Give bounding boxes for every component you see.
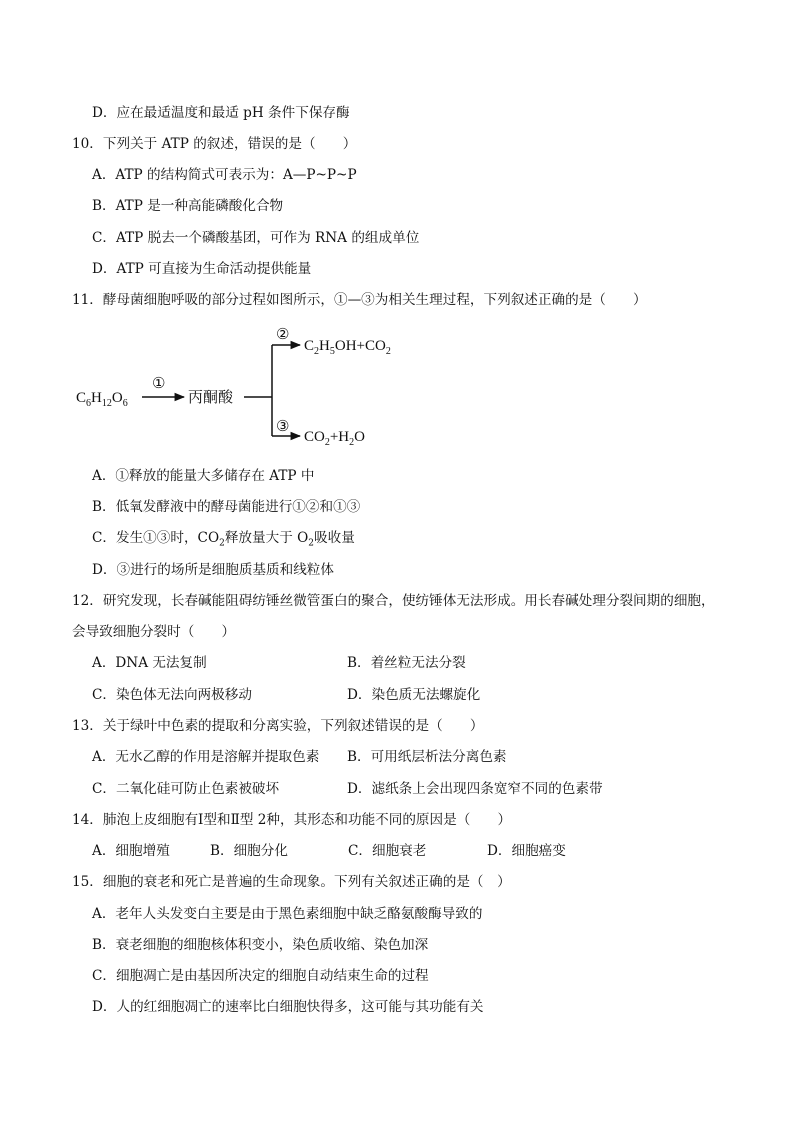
- pyruvate-label: 丙酮酸: [188, 390, 234, 406]
- q12-option-b: B．着丝粒无法分裂: [347, 655, 466, 671]
- q11-option-b: B．低氧发酵液中的酵母菌能进行①②和①③: [92, 499, 361, 515]
- respiration-diagram: [72, 322, 432, 454]
- q12-option-a: A．DNA 无法复制: [92, 655, 207, 671]
- step-2-label: ②: [276, 327, 290, 343]
- product-ethanol-co2: $C_2H_5OH+CO_2$: [304, 338, 391, 357]
- q11-option-d: D．③进行的场所是细胞质基质和线粒体: [92, 562, 334, 578]
- q12-option-c: C．染色体无法向两极移动: [92, 687, 252, 703]
- question-14: 14．肺泡上皮细胞有Ⅰ型和Ⅱ型 2种，其形态和功能不同的原因是（ ）: [72, 812, 512, 828]
- q15-option-d: D．人的红细胞凋亡的速率比白细胞快得多，这可能与其功能有关: [92, 999, 484, 1015]
- question-12-line-1: 12．研究发现，长春碱能阻碍纺锤丝微管蛋白的聚合，使纺锤体无法形成。用长春碱处理分裂间期的细胞，: [72, 593, 715, 609]
- respiration-diagram-svg: [72, 322, 432, 454]
- glucose-formula: $C_6H_{12}O_6$: [76, 390, 128, 409]
- q15-option-c: C．细胞凋亡是由基因所决定的细胞自动结束生命的过程: [92, 968, 429, 984]
- q14-option-d: D．细胞癌变: [487, 843, 566, 859]
- q11-option-a: A．①释放的能量大多储存在 ATP 中: [92, 468, 315, 484]
- question-10: 10．下列关于 ATP 的叙述，错误的是（ ）: [72, 136, 357, 152]
- q10-option-a: A．ATP 的结构简式可表示为：A—P~P~P: [92, 167, 357, 183]
- q10-option-b: B．ATP 是一种高能磷酸化合物: [92, 198, 284, 214]
- q15-option-b: B．衰老细胞的细胞核体积变小，染色质收缩、染色加深: [92, 937, 429, 953]
- q13-option-c: C．二氧化硅可防止色素被破坏: [92, 781, 280, 797]
- q14-option-b: B．细胞分化: [210, 843, 288, 859]
- q14-option-a: A．细胞增殖: [92, 843, 170, 859]
- q13-option-a: A．无水乙醇的作用是溶解并提取色素: [92, 749, 320, 765]
- question-11: 11．酵母菌细胞呼吸的部分过程如图所示，①—③为相关生理过程，下列叙述正确的是（ ）: [72, 292, 647, 308]
- q12-option-d: D．染色质无法螺旋化: [347, 687, 481, 703]
- q14-option-c: C．细胞衰老: [348, 843, 427, 859]
- q11-option-c: C．发生①③时，$CO_2$释放量大于 $O_2$吸收量: [92, 530, 355, 549]
- q10-option-d: D．ATP 可直接为生命活动提供能量: [92, 261, 312, 277]
- q13-option-d: D．滤纸条上会出现四条宽窄不同的色素带: [347, 781, 603, 797]
- step-3-label: ③: [276, 419, 290, 435]
- q9-option-d: D．应在最适温度和最适 pH 条件下保存酶: [92, 105, 350, 121]
- q15-option-a: A．老年人头发变白主要是由于黑色素细胞中缺乏酪氨酸酶导致的: [92, 906, 483, 922]
- question-12-line-2: 会导致细胞分裂时（ ）: [72, 624, 236, 640]
- question-15: 15．细胞的衰老和死亡是普遍的生命现象。下列有关叙述正确的是（ ）: [72, 874, 511, 890]
- q10-option-c: C．ATP 脱去一个磷酸基团，可作为 RNA 的组成单位: [92, 230, 420, 246]
- step-1-label: ①: [152, 376, 166, 392]
- question-13: 13．关于绿叶中色素的提取和分离实验，下列叙述错误的是（ ）: [72, 718, 484, 734]
- product-co2-h2o: $CO_2+H_2O$: [304, 429, 365, 448]
- q13-option-b: B．可用纸层析法分离色素: [347, 749, 507, 765]
